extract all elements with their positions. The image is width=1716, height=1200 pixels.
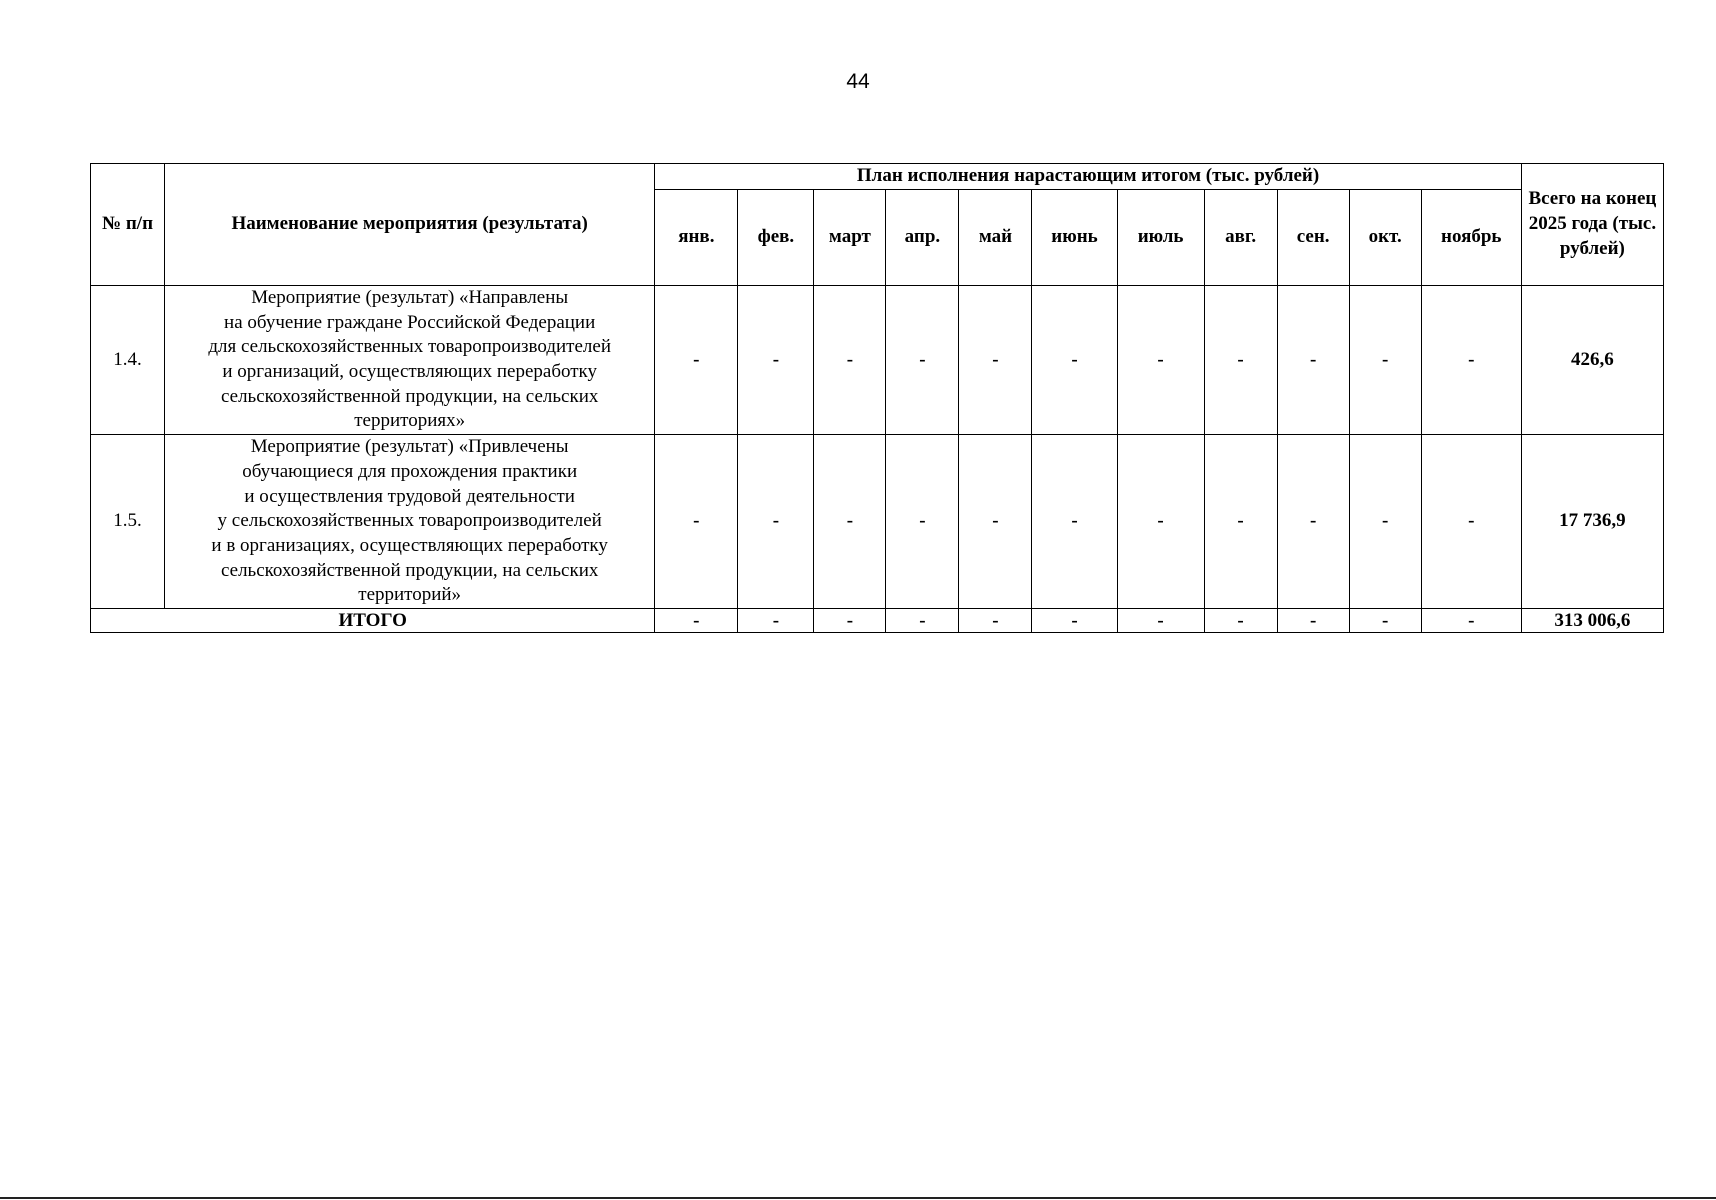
table-row	[91, 286, 1664, 435]
month-header: сен.	[1277, 190, 1349, 286]
row-name-line: обучающиеся для прохождения практики	[242, 460, 578, 482]
col-name-label: Наименование мероприятия (результата)	[231, 213, 588, 235]
month-value: -	[1421, 435, 1521, 609]
month-value: -	[886, 435, 959, 609]
row-name-line: у сельскохозяйственных товаропроизводителей	[217, 510, 602, 532]
row-name-line: сельскохозяйственной продукции, на сельских	[220, 385, 599, 407]
month-value: -	[1117, 435, 1204, 609]
itogo-value: -	[814, 608, 886, 632]
month-value: -	[1349, 435, 1421, 609]
month-header: ноябрь	[1421, 190, 1521, 286]
col-number-label: № п/п	[102, 213, 154, 235]
row-name	[165, 286, 655, 435]
month-value: -	[814, 286, 886, 435]
scan-edge-line	[0, 1197, 1716, 1199]
col-total-label: Всего на конец 2025 года (тыс. рублей)	[1528, 188, 1657, 259]
month-header: апр.	[886, 190, 959, 286]
month-value: -	[1349, 286, 1421, 435]
plan-header-label: План исполнения нарастающим итогом (тыс. рублей)	[856, 165, 1320, 187]
month-header: окт.	[1349, 190, 1421, 286]
row-name-line: и организаций, осуществляющих переработку	[222, 361, 598, 383]
itogo-value: -	[1032, 608, 1117, 632]
month-value: -	[738, 286, 814, 435]
row-name-line: Мероприятие (результат) «Привлечены	[250, 436, 569, 458]
month-value: -	[1032, 286, 1117, 435]
col-number-header	[91, 164, 165, 286]
month-value: -	[738, 435, 814, 609]
month-value: -	[655, 435, 738, 609]
header-row	[91, 164, 1664, 190]
month-value: -	[1117, 286, 1204, 435]
month-value: -	[655, 286, 738, 435]
month-value: -	[959, 286, 1032, 435]
month-header: янв.	[655, 190, 738, 286]
row-name	[165, 435, 655, 609]
itogo-row	[91, 608, 1664, 632]
itogo-value: -	[1277, 608, 1349, 632]
row-name-line: сельскохозяйственной продукции, на сельских	[220, 559, 599, 581]
row-name-line: территориях»	[354, 410, 466, 432]
page-number: 44	[846, 70, 870, 93]
row-number: 1.5.	[91, 435, 165, 609]
row-total: 17 736,9	[1521, 435, 1663, 609]
row-name-line: Мероприятие (результат) «Направлены	[251, 287, 569, 308]
itogo-label: ИТОГО	[91, 608, 655, 632]
col-total-header	[1521, 164, 1663, 286]
itogo-value: -	[655, 608, 738, 632]
row-name-line: для сельскохозяйственных товаропроизводителей	[208, 336, 612, 358]
month-header: май	[959, 190, 1032, 286]
month-value: -	[959, 435, 1032, 609]
month-value: -	[886, 286, 959, 435]
itogo-total: 313 006,6	[1521, 608, 1663, 632]
month-header: фев.	[738, 190, 814, 286]
itogo-value: -	[1117, 608, 1204, 632]
month-value: -	[1277, 435, 1349, 609]
row-name-line: на обучение граждане Российской Федерации	[224, 311, 596, 333]
month-header: июнь	[1032, 190, 1117, 286]
row-number: 1.4.	[91, 286, 165, 435]
row-name-line: и осуществления трудовой деятельности	[244, 485, 575, 507]
month-value: -	[1032, 435, 1117, 609]
itogo-value: -	[886, 608, 959, 632]
month-value: -	[814, 435, 886, 609]
month-header: июль	[1117, 190, 1204, 286]
month-header: март	[814, 190, 886, 286]
month-value: -	[1277, 286, 1349, 435]
month-header: авг.	[1204, 190, 1277, 286]
plan-header	[655, 164, 1522, 190]
itogo-value: -	[738, 608, 814, 632]
table-row	[91, 435, 1664, 609]
itogo-value: -	[959, 608, 1032, 632]
row-total: 426,6	[1521, 286, 1663, 435]
itogo-value: -	[1204, 608, 1277, 632]
row-name-line: территорий»	[358, 584, 462, 606]
plan-table	[90, 163, 1664, 633]
month-value: -	[1204, 286, 1277, 435]
itogo-value: -	[1349, 608, 1421, 632]
row-name-line: и в организациях, осуществляющих переработку	[211, 534, 608, 556]
month-value: -	[1421, 286, 1521, 435]
itogo-value: -	[1421, 608, 1521, 632]
col-name-header	[165, 164, 655, 286]
month-value: -	[1204, 435, 1277, 609]
